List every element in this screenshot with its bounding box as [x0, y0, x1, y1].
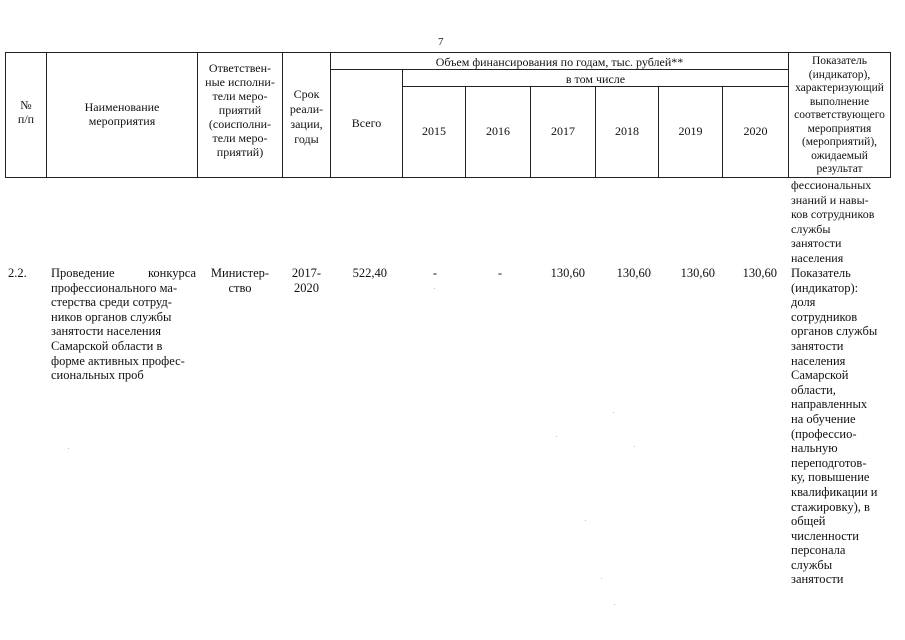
- header-term: Срок реали- зации, годы: [289, 87, 324, 146]
- header-year-2018: 2018: [615, 124, 639, 138]
- scan-speck: [614, 604, 615, 605]
- header-including: в том числе: [565, 72, 626, 86]
- row-total: 522,40: [352, 266, 387, 280]
- header-responsible: Ответствен- ные исполни- тели меро- приятий (соисполни- тели меро- приятий): [205, 61, 275, 159]
- carryover-indicator: фессиональных знаний и навы- ков сотрудников службы занятости населения: [791, 178, 875, 265]
- page-number: 7: [438, 36, 444, 48]
- header-num: № п/п: [17, 98, 35, 126]
- row-term: 2017- 2020: [291, 266, 322, 295]
- header-year-2020: 2020: [743, 124, 768, 138]
- row-indicator: Показатель (индикатор): доля сотрудников органов службы занятости населения Самарской области, направленных на обучение (профессио- нальную переподготов- ку, повышение квалификации и стажировку), в общей численности персонала службы занятости: [791, 266, 878, 587]
- row-number: 2.2.: [8, 266, 27, 280]
- header-year-2016: 2016: [486, 124, 510, 138]
- row-responsible: Министер- ство: [210, 266, 270, 295]
- header-indicator: Показатель (индикатор), характеризующий выполнение соответствующего мероприятия (мероприятий), ожидаемый результат: [794, 55, 885, 175]
- header-total: Всего: [351, 116, 382, 130]
- row-value-2015: -: [432, 266, 437, 280]
- scan-speck: [585, 520, 586, 521]
- row-value-2017: 130,60: [550, 266, 585, 280]
- header-year-2015: 2015: [422, 124, 446, 138]
- scan-speck: [634, 446, 635, 447]
- row-value-2019: 130,60: [680, 266, 715, 280]
- scan-speck: [68, 448, 69, 449]
- row-value-2020: 130,60: [742, 266, 777, 280]
- row-value-2018: 130,60: [616, 266, 651, 280]
- header-name: Наименование мероприятия: [84, 100, 160, 128]
- header-year-2019: 2019: [678, 124, 703, 138]
- scan-speck: [434, 288, 435, 289]
- scan-speck: [613, 412, 614, 413]
- scan-speck: [556, 436, 557, 437]
- row-event-name: Проведение конкурса профессионального ма- стерства среди сотруд- ников органов службы занятости населения Самарской области в форме активных профес- сиональных проб: [51, 266, 196, 383]
- header-funding: Объем финансирования по годам, тыс. рублей**: [435, 55, 684, 69]
- header-year-2017: 2017: [551, 124, 575, 138]
- scan-speck: [601, 578, 602, 579]
- row-value-2016: -: [497, 266, 502, 280]
